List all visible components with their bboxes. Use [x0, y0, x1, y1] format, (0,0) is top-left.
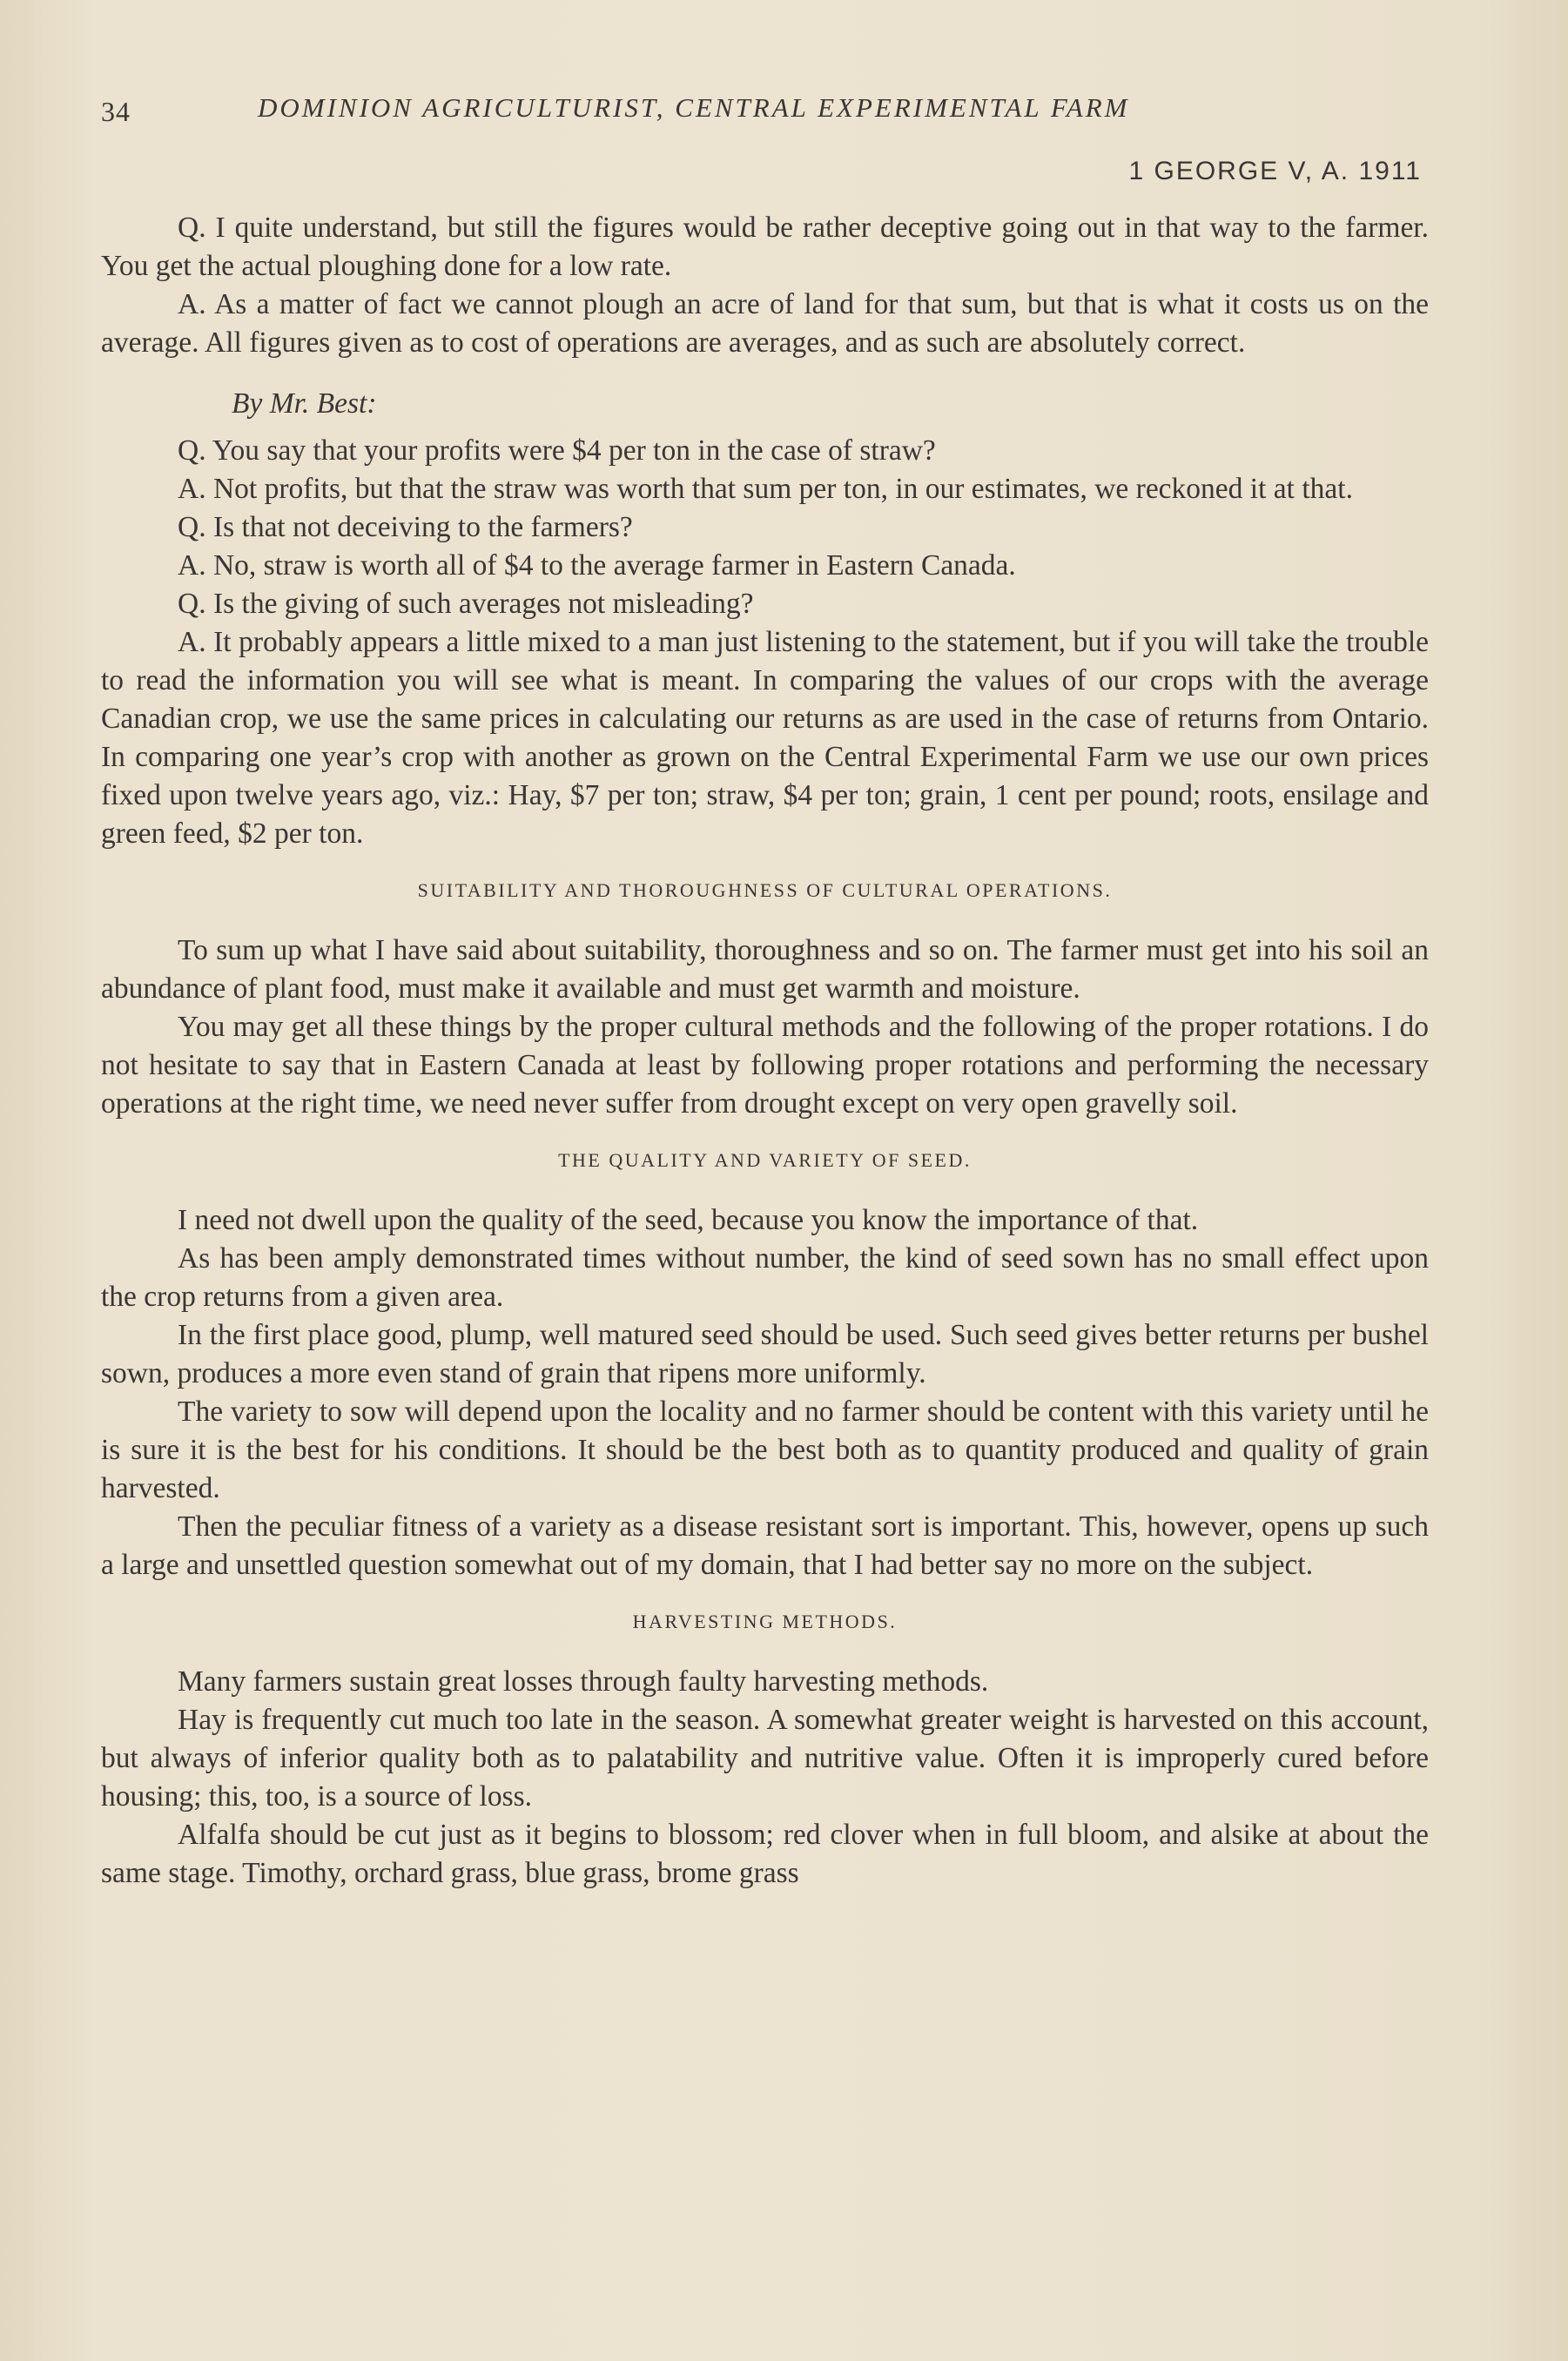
- section-heading: THE QUALITY AND VARIETY OF SEED.: [558, 1149, 972, 1171]
- examiner-line: By Mr. Best:: [232, 387, 377, 420]
- body-paragraph: Then the peculiar fitness of a variety as a disease resistant sort is important. This, however, opens up such a large and unsettled question somewhat out of my domain, that I had better say no more on the subject.: [101, 1510, 1429, 1581]
- body-paragraph: In the first place good, plump, well matured seed should be used. Such seed gives better returns per bushel sown, produces a more even stand of grain that ripens more uniformly.: [101, 1319, 1429, 1389]
- running-title: DOMINION AGRICULTURIST, CENTRAL EXPERIMENTAL FARM: [258, 92, 1130, 123]
- section-cultural-operations: [101, 879, 1429, 1123]
- question-paragraph: Q. Is the giving of such averages not misleading?: [178, 588, 754, 620]
- answer-paragraph: A. As a matter of fact we cannot plough an acre of land for that sum, but that is what it costs us on the average. All figures given as to cost of operations are averages, and as such are absolutely correct.: [101, 288, 1429, 359]
- body-paragraph: I need not dwell upon the quality of the seed, because you know the importance of that.: [178, 1204, 1199, 1236]
- examination-exchange: [101, 432, 1429, 853]
- section-harvesting-methods: [101, 1611, 1429, 1893]
- answer-paragraph: A. No, straw is worth all of $4 to the average farmer in Eastern Canada.: [178, 549, 1016, 582]
- question-paragraph: Q. You say that your profits were $4 per ton in the case of straw?: [178, 434, 936, 467]
- body-paragraph: To sum up what I have said about suitability, thoroughness and so on. The farmer must get into his soil an abundance of plant food, must make it available and must get warmth and moisture.: [101, 934, 1429, 1005]
- body-paragraph: Many farmers sustain great losses through faulty harvesting methods.: [178, 1665, 989, 1698]
- page-number: 34: [101, 96, 131, 127]
- body-paragraph: The variety to sow will depend upon the locality and no farmer should be content with this variety until he is sure it is the best for his conditions. It should be the best both as to quantity produced and quality of grain harvested.: [101, 1396, 1429, 1504]
- body-paragraph: Alfalfa should be cut just as it begins to blossom; red clover when in full bloom, and alsike at about the same stage. Timothy, orchard grass, blue grass, brome grass: [101, 1819, 1429, 1889]
- opening-exchange: [101, 209, 1429, 362]
- body-paragraph: Hay is frequently cut much too late in the season. A somewhat greater weight is harvested on this account, but always of inferior quality both as to palatability and nutritive value. Often it is improperly cured before housing; this, too, is a source of loss.: [101, 1704, 1429, 1813]
- question-paragraph: Q. Is that not deceiving to the farmers?: [178, 511, 633, 543]
- body-paragraph: You may get all these things by the proper cultural methods and the following of the proper rotations. I do not hesitate to say that in Eastern Canada at least by following proper rotations and performing the necessary operations at the right time, we need never suffer from drought except on very open gravelly soil.: [101, 1011, 1429, 1120]
- session-reference: 1 GEORGE V, A. 1911: [1128, 157, 1422, 185]
- answer-paragraph: A. It probably appears a little mixed to a man just listening to the statement, but if you will take the trouble to read the information you will see what is meant. In comparing the values of our crops with the average Canadian crop, we use the same prices in calculating our returns as are used in the case of returns from Ontario. In comparing one year’s crop with another as grown on the Central Experimental Farm we use our own prices fixed upon twelve years ago, viz.: Hay, $7 per ton; straw, $4 per ton; grain, 1 cent per pound; roots, ensilage and green feed, $2 per ton.: [101, 626, 1429, 850]
- answer-paragraph: A. Not profits, but that the straw was worth that sum per ton, in our estimates, we reckoned it at that.: [178, 473, 1353, 505]
- question-paragraph: Q. I quite understand, but still the figures would be rather deceptive going out in that way to the farmer. You get the actual ploughing done for a low rate.: [101, 212, 1429, 282]
- section-seed-quality: [101, 1149, 1429, 1584]
- section-heading: HARVESTING METHODS.: [632, 1611, 898, 1632]
- page-header: [101, 87, 1429, 157]
- body-paragraph: As has been amply demonstrated times without number, the kind of seed sown has no small effect upon the crop returns from a given area.: [101, 1242, 1429, 1313]
- section-heading: SUITABILITY AND THOROUGHNESS OF CULTURAL OPERATIONS.: [417, 879, 1113, 901]
